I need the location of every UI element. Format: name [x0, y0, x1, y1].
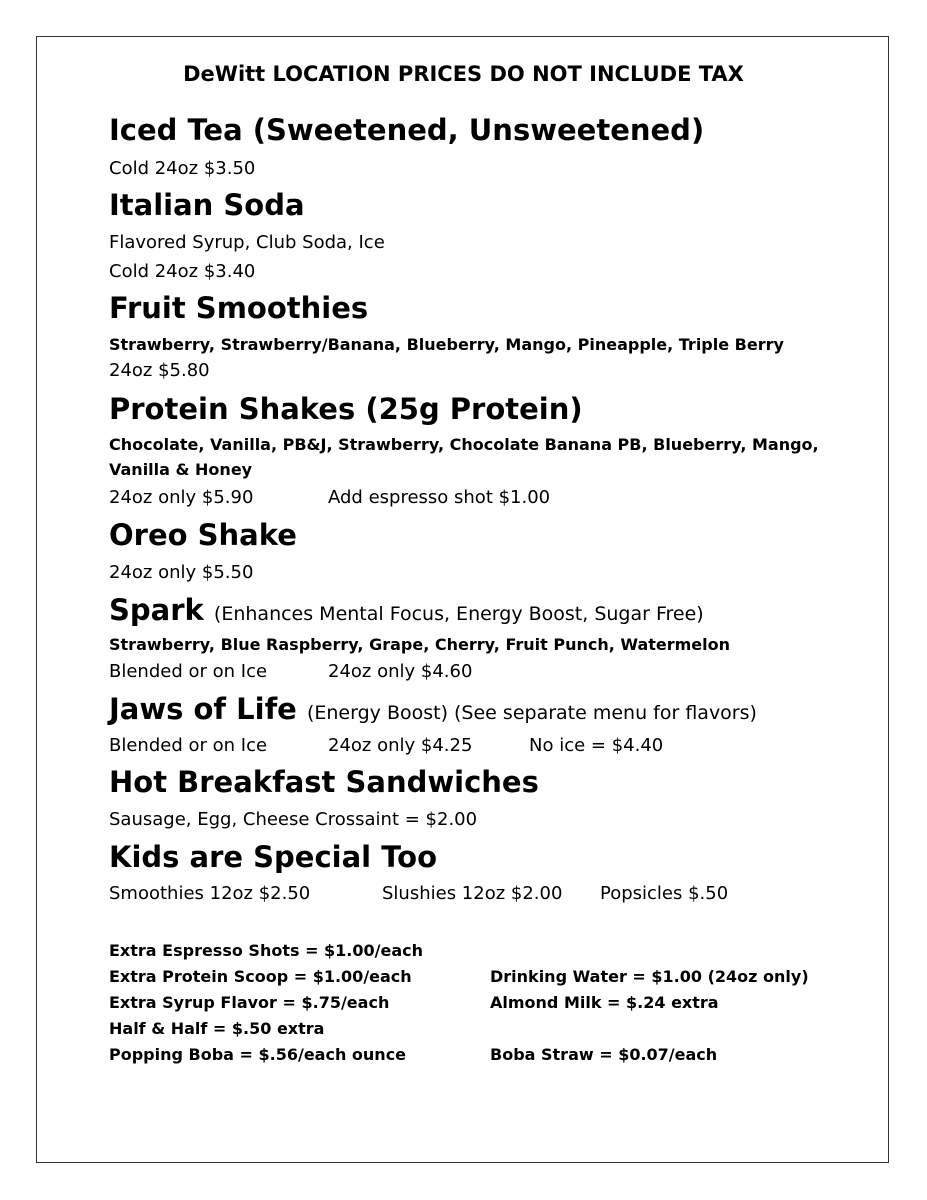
- oreo-price: 24oz only $5.50: [109, 562, 254, 583]
- extra-espresso: Extra Espresso Shots = $1.00/each: [109, 941, 424, 960]
- extra-almond-milk: Almond Milk = $.24 extra: [490, 993, 719, 1012]
- italian-soda-desc: Flavored Syrup, Club Soda, Ice: [109, 232, 385, 253]
- kids-popsicles: Popsicles $.50: [600, 883, 729, 904]
- protein-addon: Add espresso shot $1.00: [328, 487, 551, 508]
- breakfast-desc: Sausage, Egg, Cheese Crossaint = $2.00: [109, 809, 478, 830]
- extra-half-half: Half & Half = $.50 extra: [109, 1019, 325, 1038]
- spark-style: Blended or on Ice: [109, 661, 268, 682]
- jaws-noice-price: No ice = $4.40: [529, 735, 664, 756]
- extra-drinking-water: Drinking Water = $1.00 (24oz only): [490, 967, 809, 986]
- smoothies-flavors: Strawberry, Strawberry/Banana, Blueberry, Mango, Pineapple, Triple Berry: [109, 335, 784, 354]
- jaws-note: (Energy Boost) (See separate menu for flavors): [306, 702, 757, 724]
- spark-heading: [109, 593, 704, 627]
- breakfast-heading: Hot Breakfast Sandwiches: [109, 765, 539, 799]
- spark-note: (Enhances Mental Focus, Energy Boost, Sugar Free): [213, 603, 704, 625]
- kids-heading: Kids are Special Too: [109, 840, 437, 874]
- spark-price: 24oz only $4.60: [328, 661, 473, 682]
- kids-smoothies: Smoothies 12oz $2.50: [109, 883, 311, 904]
- italian-soda-price: Cold 24oz $3.40: [109, 261, 256, 282]
- smoothies-price: 24oz $5.80: [109, 360, 210, 381]
- protein-price: 24oz only $5.90: [109, 487, 254, 508]
- kids-slushies: Slushies 12oz $2.00: [382, 883, 563, 904]
- extra-popping-boba: Popping Boba = $.56/each ounce: [109, 1045, 407, 1064]
- extra-protein-scoop: Extra Protein Scoop = $1.00/each: [109, 967, 412, 986]
- page-title: DeWitt LOCATION PRICES DO NOT INCLUDE TAX: [183, 62, 744, 86]
- jaws-name: Jaws of Life: [109, 692, 297, 726]
- italian-soda-heading: Italian Soda: [109, 188, 305, 222]
- iced-tea-heading: Iced Tea (Sweetened, Unsweetened): [109, 113, 705, 147]
- extra-boba-straw: Boba Straw = $0.07/each: [490, 1045, 718, 1064]
- jaws-price: 24oz only $4.25: [328, 735, 473, 756]
- protein-heading: Protein Shakes (25g Protein): [109, 392, 583, 426]
- smoothies-heading: Fruit Smoothies: [109, 291, 369, 325]
- spark-flavors: Strawberry, Blue Raspberry, Grape, Cherry, Fruit Punch, Watermelon: [109, 635, 731, 654]
- extra-syrup: Extra Syrup Flavor = $.75/each: [109, 993, 390, 1012]
- oreo-heading: Oreo Shake: [109, 518, 297, 552]
- spark-name: Spark: [109, 593, 204, 627]
- jaws-heading: [109, 692, 757, 726]
- protein-flavors-line1: Chocolate, Vanilla, PB&J, Strawberry, Chocolate Banana PB, Blueberry, Mango,: [109, 435, 819, 454]
- protein-flavors-line2: Vanilla & Honey: [109, 460, 253, 479]
- jaws-style: Blended or on Ice: [109, 735, 268, 756]
- iced-tea-price: Cold 24oz $3.50: [109, 158, 256, 179]
